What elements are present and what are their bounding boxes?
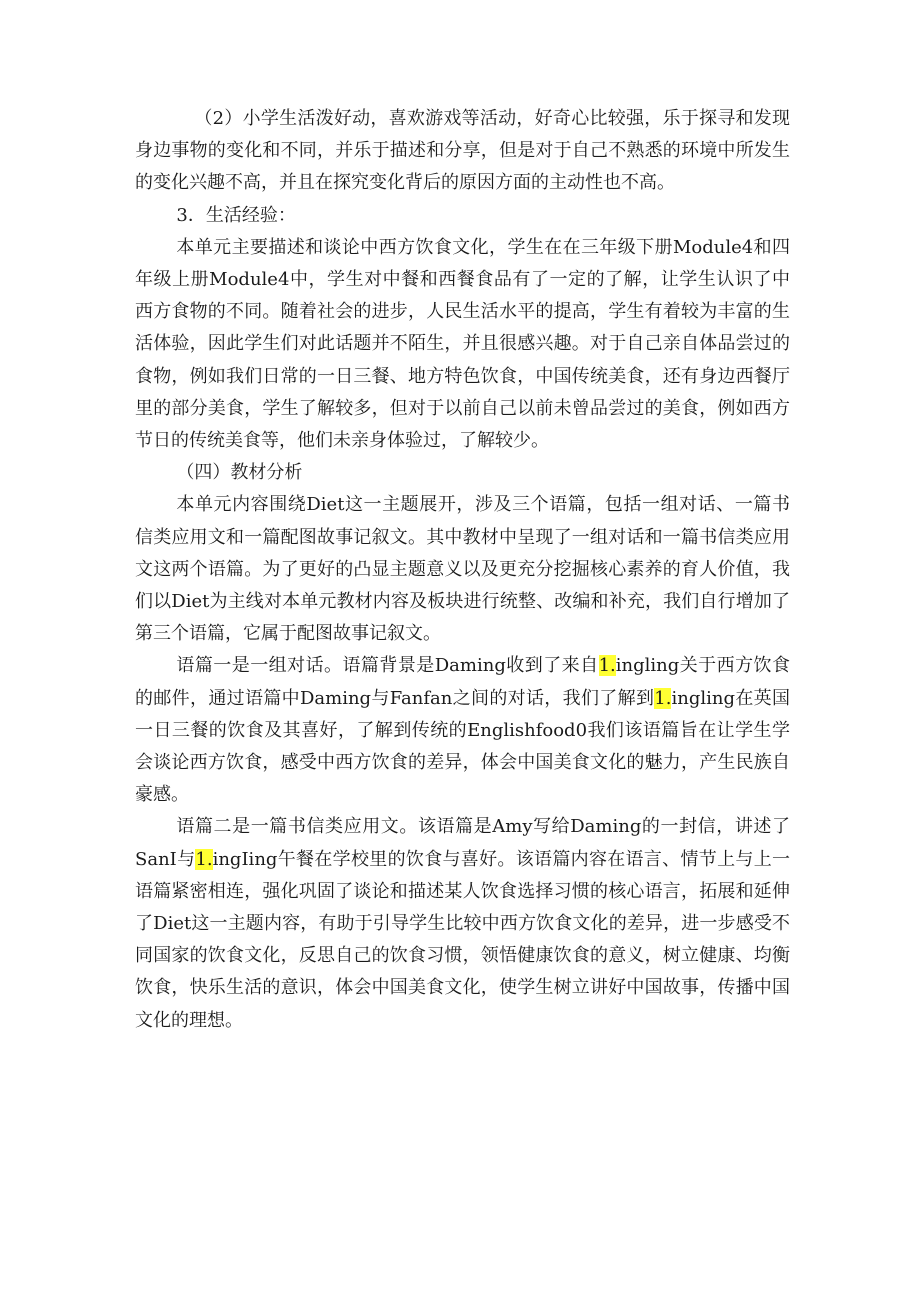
heading-textbook-analysis: （四）教材分析 [176,462,303,484]
text-one-part-c: ingling在英国一日三餐的饮食及其喜好，了解到传统的Englishfood0我们该语篇旨在让学生学会谈论西方饮食，感受中西方饮食的差异，体会中国美食文化的魅力，产生民族自豪感。 [135,687,790,806]
paragraph-textbook-overview: 本单元内容围绕Diet这一主题展开，涉及三个语篇，包括一组对话、一篇书信类应用文和一篇配图故事记叙文。其中教材中呈现了一组对话和一篇书信类应用文这两个语篇。为了更好的凸显主题意义以及更充分挖掘核心素养的育人价值，我们以Diet为主线对本单元教材内容及板块进行统整、改编和补充，我们自行增加了第三个语篇，它属于配图故事记叙文。 [135,494,790,645]
highlight-mark: 1. [598,655,616,677]
text-one-part-a: 语篇一是一组对话。语篇背景是Daming收到了来自 [176,655,599,677]
document-body [135,103,790,1037]
text-two-part-a: 语篇二是一篇书信类应用文。该语篇是Amy写给Daming的一封信，讲述了SanI与 [135,816,790,870]
paragraph-text-two [135,811,790,1036]
text-two-part-b: ingIing午餐在学校里的饮食与喜好。该语篇内容在语言、情节上与上一语篇紧密相连，强化巩固了谈论和描述某人饮食选择习惯的核心语言，拓展和延伸了Diet这一主题内容，有助于引导学生比较中西方饮食文化的差异，进一步感受不同国家的饮食文化，反思自己的饮食习惯，领悟健康饮食的意义，树立健康、均衡饮食，快乐生活的意识，体会中国美食文化，使学生树立讲好中国故事，传播中国文化的理想。 [135,848,791,1031]
text-one-part-b: ingling关于西方饮食的邮件，通过语篇中Daming与Fanfan之间的对话，我们了解到 [135,655,790,709]
paragraph-text-one [135,650,790,811]
heading-life-experience: 3．生活经验： [176,204,296,226]
highlight-mark: 1. [195,848,213,870]
highlight-mark: 1. [654,687,672,709]
paragraph-student-traits: （2）小学生活泼好动，喜欢游戏等活动，好奇心比较强，乐于探寻和发现身边事物的变化和不同，并乐于描述和分享，但是对于自己不熟悉的环境中所发生的变化兴趣不高，并且在探究变化背后的原因方面的主动性也不高。 [135,108,790,194]
paragraph-life-experience: 本单元主要描述和谈论中西方饮食文化，学生在在三年级下册Module4和四年级上册Module4中，学生对中餐和西餐食品有了一定的了解，让学生认识了中西方食物的不同。随着社会的进步，人民生活水平的提高，学生有着较为丰富的生活体验，因此学生们对此话题并不陌生，并且很感兴趣。对于自己亲自体品尝过的食物，例如我们日常的一日三餐、地方特色饮食，中国传统美食，还有身边西餐厅里的部分美食，学生了解较多，但对于以前自己以前未曾品尝过的美食，例如西方节日的传统美食等，他们未亲身体验过，了解较少。 [135,236,790,452]
